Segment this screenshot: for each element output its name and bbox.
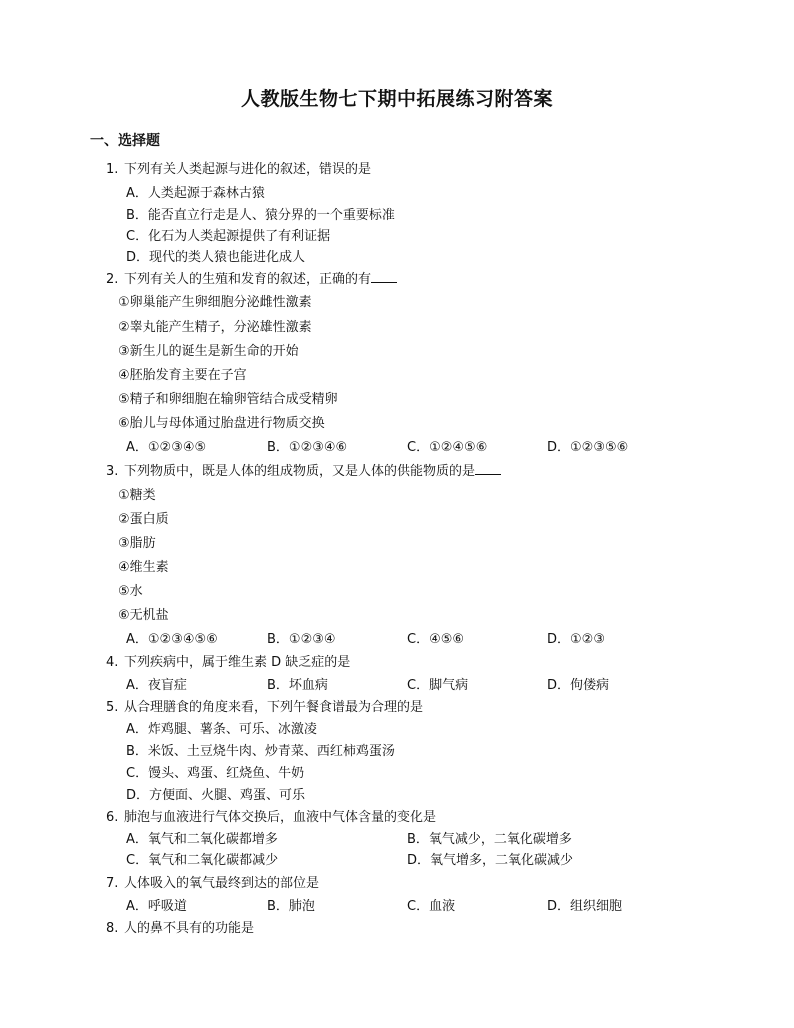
question-1 <box>106 160 371 180</box>
option-a: A．炸鸡腿、薯条、可乐、冰激凌 <box>126 722 317 737</box>
question-6 <box>106 808 436 828</box>
option-b: B．坏血病 <box>267 678 328 693</box>
option-c: C．血液 <box>407 899 456 914</box>
answer-blank <box>371 270 397 283</box>
statement-item: ②蛋白质 <box>118 512 169 527</box>
option-d: D．方便面、火腿、鸡蛋、可乐 <box>126 788 306 803</box>
statement-item: ①糖类 <box>118 488 156 503</box>
question-number: 1. <box>106 162 119 177</box>
statement-item: ④维生素 <box>118 560 169 575</box>
statement-item: ④胚胎发育主要在子宫 <box>118 368 247 383</box>
question-text: 人的鼻不具有的功能是 <box>124 921 255 936</box>
option-c: C．馒头、鸡蛋、红烧鱼、牛奶 <box>126 766 305 781</box>
question-text: 下列疾病中，属于维生素 D 缺乏症的是 <box>124 655 351 670</box>
option-b: B．米饭、土豆烧牛肉、炒青菜、西红柿鸡蛋汤 <box>126 744 395 759</box>
page-title: 人教版生物七下期中拓展练习附答案 <box>240 88 553 110</box>
question-number: 8. <box>106 921 119 936</box>
question-text: 下列有关人的生殖和发育的叙述，正确的有 <box>124 272 372 287</box>
question-text: 肺泡与血液进行气体交换后，血液中气体含量的变化是 <box>124 810 437 825</box>
question-2 <box>106 270 397 290</box>
option-c: C．氧气和二氧化碳都减少 <box>126 853 279 868</box>
question-number: 7. <box>106 876 119 891</box>
option-d: D．①②③⑤⑥ <box>547 440 629 455</box>
option-c: C．化石为人类起源提供了有利证据 <box>126 229 331 244</box>
option-c: C．①②④⑤⑥ <box>407 440 488 455</box>
statement-item: ⑥无机盐 <box>118 608 169 623</box>
question-4 <box>106 653 350 673</box>
statement-item: ③脂肪 <box>118 536 156 551</box>
statement-item: ⑤精子和卵细胞在输卵管结合成受精卵 <box>118 392 338 407</box>
answer-blank <box>475 462 501 475</box>
question-8 <box>106 919 254 939</box>
question-5 <box>106 698 423 718</box>
question-number: 2. <box>106 272 119 287</box>
option-b: B．肺泡 <box>267 899 315 914</box>
statement-item: ②睾丸能产生精子，分泌雄性激素 <box>118 320 312 335</box>
option-a: A．夜盲症 <box>126 678 187 693</box>
question-number: 5. <box>106 700 119 715</box>
statement-item: ①卵巢能产生卵细胞分泌雌性激素 <box>118 295 312 310</box>
option-d: D．①②③ <box>547 632 605 647</box>
question-text: 从合理膳食的角度来看，下列午餐食谱最为合理的是 <box>124 700 424 715</box>
question-7 <box>106 874 319 894</box>
option-a: A．氧气和二氧化碳都增多 <box>126 832 278 847</box>
question-text: 下列物质中，既是人体的组成物质，又是人体的供能物质的是 <box>124 464 476 479</box>
option-a: A．人类起源于森林古猿 <box>126 186 265 201</box>
option-a: A．①②③④⑤ <box>126 440 207 455</box>
option-a: A．①②③④⑤⑥ <box>126 632 218 647</box>
option-b: B．①②③④ <box>267 632 336 647</box>
question-3 <box>106 462 501 482</box>
option-d: D．组织细胞 <box>547 899 623 914</box>
question-number: 3. <box>106 464 119 479</box>
option-d: D．佝偻病 <box>547 678 610 693</box>
option-d: D．现代的类人猿也能进化成人 <box>126 250 306 265</box>
question-text: 人体吸入的氧气最终到达的部位是 <box>124 876 320 891</box>
statement-item: ③新生儿的诞生是新生命的开始 <box>118 344 299 359</box>
option-b: B．能否直立行走是人、猿分界的一个重要标准 <box>126 208 395 223</box>
question-text: 下列有关人类起源与进化的叙述，错误的是 <box>124 162 372 177</box>
option-b: B．氧气减少，二氧化碳增多 <box>407 832 572 847</box>
option-c: C．脚气病 <box>407 678 469 693</box>
statement-item: ⑤水 <box>118 584 143 599</box>
statement-item: ⑥胎儿与母体通过胎盘进行物质交换 <box>118 416 325 431</box>
option-c: C．④⑤⑥ <box>407 632 465 647</box>
option-a: A．呼吸道 <box>126 899 187 914</box>
section-heading: 一、选择题 <box>90 133 160 149</box>
option-d: D．氧气增多，二氧化碳减少 <box>407 853 574 868</box>
question-number: 4. <box>106 655 119 670</box>
question-number: 6. <box>106 810 119 825</box>
option-b: B．①②③④⑥ <box>267 440 348 455</box>
